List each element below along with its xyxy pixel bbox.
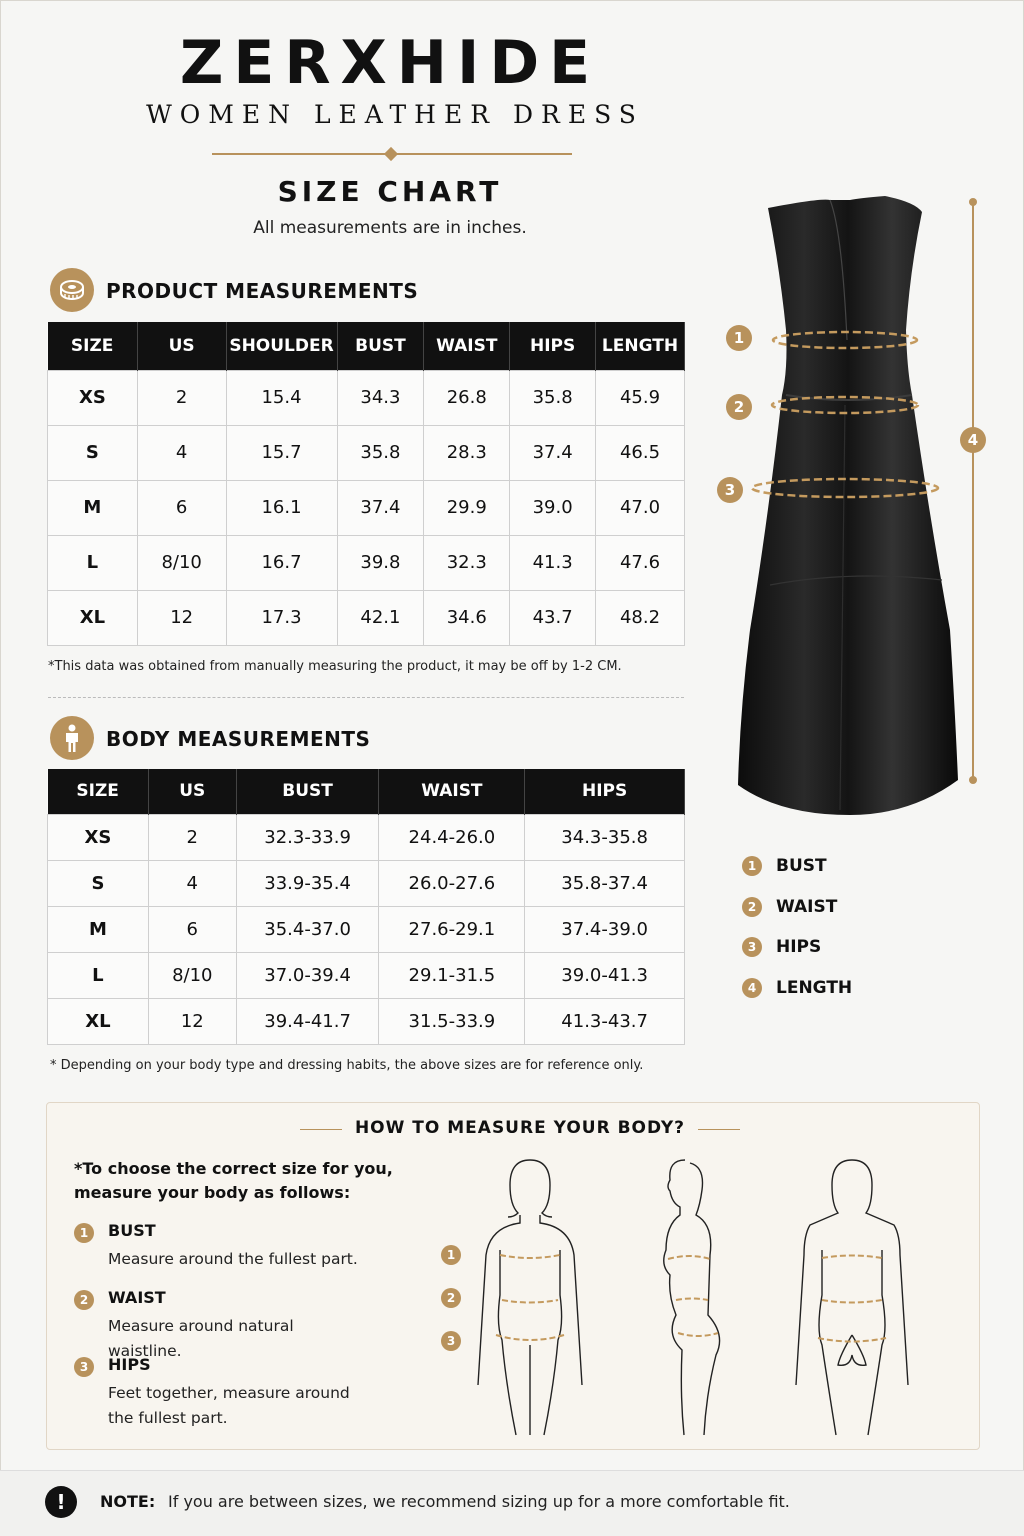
- step-name: WAIST: [108, 1288, 166, 1307]
- note-label: NOTE:: [100, 1492, 156, 1511]
- table-cell: 39.4-41.7: [236, 998, 379, 1044]
- column-header: SIZE: [48, 769, 149, 814]
- column-header: US: [137, 322, 226, 370]
- table-cell: 37.4: [510, 425, 596, 480]
- product-measurements-table: [47, 322, 685, 646]
- body-figures-illustration: [470, 1155, 950, 1440]
- column-header: HIPS: [510, 322, 596, 370]
- intro-text: *To choose the correct size for you, measure your body as follows:: [74, 1159, 393, 1202]
- size-cell: XS: [48, 814, 149, 860]
- table-cell: 42.1: [337, 590, 424, 645]
- product-subtitle: WOMEN LEATHER DRESS: [146, 100, 644, 129]
- step-name: HIPS: [108, 1355, 151, 1374]
- brand-logo: ZERXHIDE: [179, 28, 601, 98]
- table-cell: 17.3: [226, 590, 337, 645]
- body-footnote: * Depending on your body type and dressing habits, the above sizes are for reference only.: [50, 1058, 644, 1073]
- table-cell: 32.3: [424, 535, 510, 590]
- size-cell: XL: [48, 998, 149, 1044]
- table-cell: 35.8-37.4: [525, 860, 685, 906]
- table-cell: 37.4-39.0: [525, 906, 685, 952]
- legend-number: 2: [742, 897, 762, 917]
- table-cell: 46.5: [596, 425, 685, 480]
- table-cell: 48.2: [596, 590, 685, 645]
- dress-callout-waist: 2: [726, 394, 752, 420]
- table-cell: 27.6-29.1: [379, 906, 525, 952]
- table-cell: 43.7: [510, 590, 596, 645]
- legend-item-length: [742, 978, 852, 998]
- column-header: BUST: [236, 769, 379, 814]
- step-number: 2: [74, 1290, 94, 1310]
- table-cell: 34.3: [337, 370, 424, 425]
- table-cell: 15.4: [226, 370, 337, 425]
- table-cell: 39.0-41.3: [525, 952, 685, 998]
- table-cell: 4: [148, 860, 236, 906]
- leather-dress-image: [710, 190, 1010, 830]
- person-icon: [50, 716, 94, 760]
- step-description: Measure around natural waistline.: [108, 1317, 294, 1360]
- column-header: SIZE: [48, 322, 138, 370]
- table-row: [48, 952, 685, 998]
- how-to-measure-title: HOW TO MEASURE YOUR BODY?: [354, 1118, 686, 1138]
- measuring-tape-icon: [50, 268, 94, 312]
- table-cell: 2: [137, 370, 226, 425]
- table-cell: 16.7: [226, 535, 337, 590]
- table-cell: 29.9: [424, 480, 510, 535]
- size-cell: S: [48, 860, 149, 906]
- column-header: US: [148, 769, 236, 814]
- table-cell: 47.6: [596, 535, 685, 590]
- figure-marker-bust: 1: [441, 1245, 461, 1265]
- table-cell: 29.1-31.5: [379, 952, 525, 998]
- table-cell: 37.0-39.4: [236, 952, 379, 998]
- table-row: [48, 860, 685, 906]
- legend-item-bust: [742, 856, 827, 876]
- step-description: Feet together, measure around the fullest part.: [108, 1384, 350, 1427]
- units-note: All measurements are in inches.: [253, 218, 527, 238]
- size-cell: M: [48, 480, 138, 535]
- table-cell: 31.5-33.9: [379, 998, 525, 1044]
- legend-number: 3: [742, 937, 762, 957]
- table-cell: 8/10: [137, 535, 226, 590]
- body-measurements-table: [47, 769, 685, 1045]
- column-header: WAIST: [379, 769, 525, 814]
- table-cell: 15.7: [226, 425, 337, 480]
- table-cell: 34.3-35.8: [525, 814, 685, 860]
- exclamation-icon: !: [45, 1486, 77, 1518]
- size-cell: XL: [48, 590, 138, 645]
- table-cell: 41.3-43.7: [525, 998, 685, 1044]
- table-cell: 35.8: [337, 425, 424, 480]
- table-cell: 8/10: [148, 952, 236, 998]
- dress-callout-length: 4: [960, 427, 986, 453]
- size-chart-title: SIZE CHART: [277, 175, 503, 208]
- size-cell: L: [48, 952, 149, 998]
- column-header: WAIST: [424, 322, 510, 370]
- legend-number: 1: [742, 856, 762, 876]
- table-cell: 16.1: [226, 480, 337, 535]
- body-measurements-title: BODY MEASUREMENTS: [106, 727, 371, 751]
- table-cell: 34.6: [424, 590, 510, 645]
- table-cell: 26.0-27.6: [379, 860, 525, 906]
- table-row: [48, 998, 685, 1044]
- table-cell: 28.3: [424, 425, 510, 480]
- column-header: SHOULDER: [226, 322, 337, 370]
- product-measurements-title: PRODUCT MEASUREMENTS: [106, 279, 419, 303]
- table-cell: 47.0: [596, 480, 685, 535]
- dress-callout-hips: 3: [717, 477, 743, 503]
- legend-label: WAIST: [776, 897, 838, 917]
- step-description: Measure around the fullest part.: [108, 1250, 358, 1268]
- column-header: BUST: [337, 322, 424, 370]
- column-header: HIPS: [525, 769, 685, 814]
- table-cell: 35.8: [510, 370, 596, 425]
- table-cell: 41.3: [510, 535, 596, 590]
- figure-marker-hips: 3: [441, 1331, 461, 1351]
- table-cell: 26.8: [424, 370, 510, 425]
- table-cell: 35.4-37.0: [236, 906, 379, 952]
- step-number: 1: [74, 1223, 94, 1243]
- table-cell: 39.0: [510, 480, 596, 535]
- size-cell: S: [48, 425, 138, 480]
- size-cell: L: [48, 535, 138, 590]
- dress-callout-bust: 1: [726, 325, 752, 351]
- table-cell: 24.4-26.0: [379, 814, 525, 860]
- table-row: [48, 906, 685, 952]
- table-row: [48, 590, 685, 645]
- table-row: [48, 814, 685, 860]
- step-waist: [74, 1288, 368, 1364]
- table-cell: 39.8: [337, 535, 424, 590]
- step-name: BUST: [108, 1221, 156, 1240]
- how-to-intro: [74, 1157, 404, 1205]
- table-cell: 6: [148, 906, 236, 952]
- legend-number: 4: [742, 978, 762, 998]
- legend-label: HIPS: [776, 937, 822, 957]
- table-cell: 2: [148, 814, 236, 860]
- table-cell: 32.3-33.9: [236, 814, 379, 860]
- step-bust: [74, 1221, 368, 1272]
- table-row: [48, 480, 685, 535]
- table-cell: 37.4: [337, 480, 424, 535]
- table-cell: 4: [137, 425, 226, 480]
- table-cell: 33.9-35.4: [236, 860, 379, 906]
- size-cell: M: [48, 906, 149, 952]
- table-row: [48, 425, 685, 480]
- product-footnote: *This data was obtained from manually measuring the product, it may be off by 1-2 CM.: [48, 659, 622, 674]
- figure-marker-waist: 2: [441, 1288, 461, 1308]
- size-cell: XS: [48, 370, 138, 425]
- legend-label: BUST: [776, 856, 827, 876]
- table-cell: 12: [148, 998, 236, 1044]
- legend-label: LENGTH: [776, 978, 853, 998]
- table-cell: 6: [137, 480, 226, 535]
- step-hips: [74, 1355, 368, 1431]
- section-separator: [48, 697, 684, 698]
- table-row: [48, 370, 685, 425]
- table-cell: 45.9: [596, 370, 685, 425]
- legend-item-waist: [742, 897, 837, 917]
- note-text: If you are between sizes, we recommend sizing up for a more comfortable fit.: [168, 1492, 790, 1511]
- table-row: [48, 535, 685, 590]
- step-number: 3: [74, 1357, 94, 1377]
- legend-item-hips: [742, 937, 821, 957]
- column-header: LENGTH: [596, 322, 685, 370]
- table-cell: 12: [137, 590, 226, 645]
